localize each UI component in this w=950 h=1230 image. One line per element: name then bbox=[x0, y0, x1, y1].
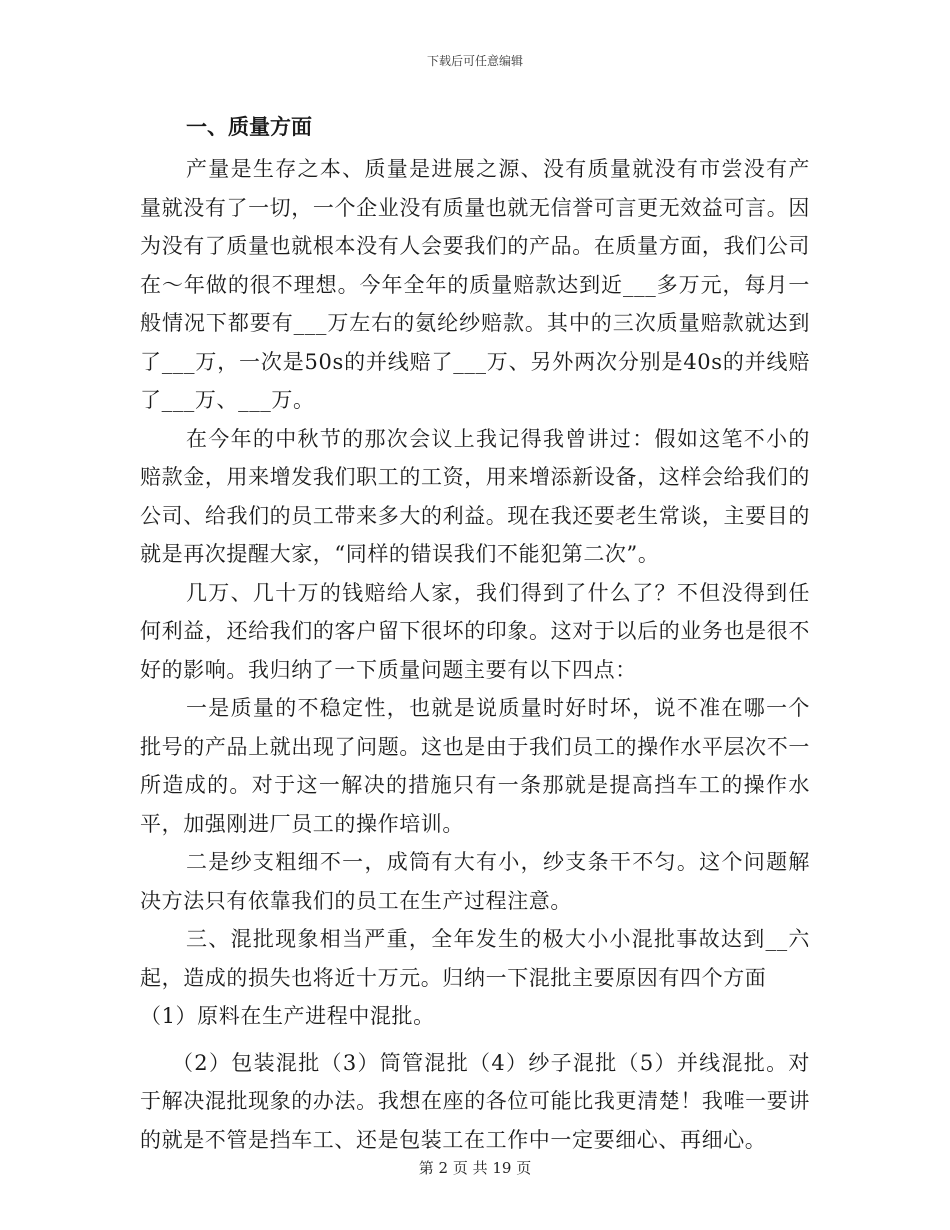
section-title: 一、质量方面 bbox=[186, 114, 312, 139]
paragraph-5: 二是纱支粗细不一，成筒有大有小，纱支条干不匀。这个问题解决方法只有依靠我们的员工在生产过程注意。 bbox=[140, 850, 810, 913]
paragraph-1: 产量是生存之本、质量是进展之源、没有质量就没有市尝没有产量就没有了一切，一个企业没有质量也就无信誉可言更无效益可言。因为没有了质量也就根本没有人会要我们的产品。在质量方面，我们公司在～年做的很不理想。今年全年的质量赔款达到近___多万元，每月一般情况下都要有___万左右的氨纶纱赔款。其中的三次质量赔款就达到了___万，一次是50s的并线赔了___万、另外两次分别是40s的并线赔了___万、___万。 bbox=[140, 157, 810, 412]
header-note: 下载后可任意编辑 bbox=[426, 54, 523, 68]
page-number: 第 2 页 共 19 页 bbox=[418, 1159, 532, 1177]
list-item-rest: （2）包装混批（3）筒管混批（4）纱子混批（5）并线混批。对于解决混批现象的办法。我想在座的各位可能比我更清楚！我唯一要讲的就是不管是挡车工、还是包装工在工作中一定要细心、再细心。 bbox=[140, 1050, 810, 1152]
list-item-1: （1）原料在生产进程中混批。 bbox=[140, 1004, 435, 1028]
paragraph-6: 三、混批现象相当严重，全年发生的极大小小混批事故达到__六起，造成的损失也将近十万元。归纳一下混批主要原因有四个方面 bbox=[140, 927, 810, 990]
document-body bbox=[140, 108, 810, 1159]
paragraph-4: 一是质量的不稳定性，也就是说质量时好时坏，说不准在哪一个批号的产品上就出现了问题。这也是由于我们员工的操作水平层次不一所造成的。对于这一解决的措施只有一条那就是提高挡车工的操作水平，加强刚进厂员工的操作培训。 bbox=[140, 696, 810, 836]
paragraph-3: 几万、几十万的钱赔给人家，我们得到了什么了？不但没得到任何利益，还给我们的客户留下很坏的印象。这对于以后的业务也是很不好的影响。我归纳了一下质量问题主要有以下四点： bbox=[140, 580, 810, 682]
paragraph-2: 在今年的中秋节的那次会议上我记得我曾讲过：假如这笔不小的赔款金，用来增发我们职工的工资，用来增添新设备，这样会给我们的公司、给我们的员工带来多大的利益。现在我还要老生常谈，主要目的就是再次提醒大家，“同样的错误我们不能犯第二次”。 bbox=[140, 426, 810, 566]
